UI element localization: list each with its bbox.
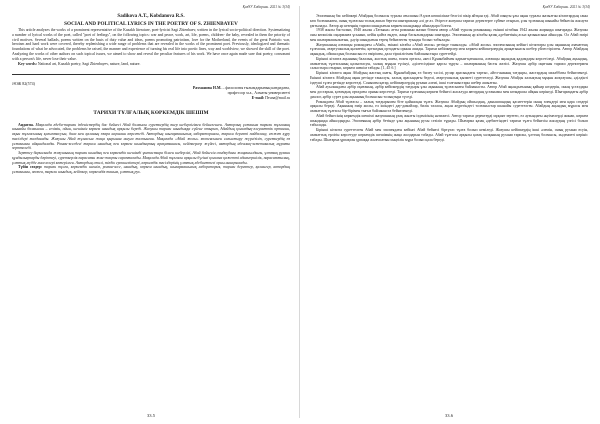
affiliation-author: Рахманова Н.М. [192,86,222,91]
article-title-kz: ТАРИХИ ТҰЛҒАЛЫҚ КӨРКЕМДІК ШЕШІМ [93,109,209,116]
email-label: E-mail: [251,95,265,100]
body-paragraph: Абай бейнесінің көркемдік шешімі жазушының ұзақ жылғы ізденісінің нәтижесі. Автор тарихи деректерді мұқият зерттеп, ел аузындағы әңгімелерді жинап, көркем шындыққа айналдырды. Эпопеяның әрбір бетінде ұлы ақынның рухы сезіліп тұрады. Шығарма қазақ әдебиетіндегі тарихи тұлға бейнесін жасаудың үлгісі болып табылады. [310,113,588,128]
page-number-right: 33.6 [444,413,454,418]
keywords-text: National art, Kazakh poetry, Sagi Zhienbayev, nature, land, nature. [37,62,141,67]
article-title-en: SOCIAL AND POLITICAL LYRICS IN THE POETRY OF S. ZHIENBAYEV [64,21,238,27]
right-page [302,0,596,424]
body-paragraph: Абай ауылындағы әрбір оқиғаның, әрбір кейіпкердің тағдыры ұлы ақынның тұлғасымен байланысты. Автор Абай ақындығының қайнар көздерін, оның ұстаздары мен достарын, қоғамдық ортадағы орнын көрсетеді. Тарихи тұлғаның көркем бейнесі жасалуда автордың ұстанымы мен көзқарасы айқын көрінеді. Шығармадағы әрбір диалог, әрбір сурет ұлы ақынның болмысын толықтыра түседі. [310,85,588,99]
body-paragraph: Эпопеяның бас кейіпкері Абайдың болмысы туралы ағылшын Ә.ұзов көпшілікке белгілі пікір айтқан еді. Абай сияқты ұлы ақын туралы жазылған кітаптардың саны көп болғанымен, оның тұлғасын толық ашып берген шығармалар әлі де аз. Әсіресе жазушы тарихи деректерге сүйене отырып, ұлы тұлғаның шынайы бейнесін жасауға ұмтылады. Автор әр кезеңнің тарихи шындығын көркем шындыққа айналдыра білген. [310,14,588,28]
kz-keywords-label: Түйін сөздер: [18,165,43,170]
annotation-kz-p2: Зерттеу барысында жазушының тарихи шындық пен көркемдік шешімді ұштастыра білген шеберлігі, Абай бейнесін сомдаудағы жаңашылдығы, ұлттық рухани құндылықтарды дәріптеуі, суреткерлік парасаты жан-жақты сарапталады. Мақалада Абай тұлғасы арқылы бүгінгі қоғамға қажетті адамгершілік, парасаттылық, ұлттық мүдде мәселелері көтерілген. Автордың стилі, тілдік ерекшеліктері, көркемдік тәсілдерінің ұлттық әдебиеттегі орны анықталады. [12,151,290,165]
udk-code: ӘОЖ 82(574) [12,81,35,87]
body-paragraph: 1938 жылы басталып, 1940 жылы «Татьяна» атты романын жазып біткен автор «Абай туралы романның» екінші кітабын 1942 жылы жарыққа шығарады. Жазушы оны көпшілік оқырманға ұсынып, кейін қайта өңдеп, жаңа басылымдарын шығарды. Эпопеяның әр кітабы қазақ әдебиетінің асыл қазынасына айналды. Ол Абай өмірі мен шығармашылығын, дәуір шындығын терең бейнелеген туынды болып табылады. [310,28,588,42]
abstract-en: This article analyzes the works of a prominent representative of the Kazakh literature, poet-lyricist Sagi Zhienbaev, written in the lyrical socio-political direction. Systematizing a number of lyrical works of the poet, called "poet of feelings", on the following topics: war and peace, work, art, life, poems, children- the baby, revealed in them the priority of civil motives. Several ballads, poems written on the basis of duty value and ideas, poems promoting patriotism, love for the Motherland, the events of the great Patriotic war, heroism and hard work were covered, thereby replenishing a wide range of problems that are revealed in the works of the prominent poet. Previously, ideologized and thematic foundations of what he advocated, the problems he raised, the manner and experience of turning his real life into poetic lines, way and worldview, we showed the skill of the poet. Analyzing the works of other authors on such topical issues, we aimed to show and reveal the peculiar features of his work. We have once again made sure that poetry, consonant with a person's life, never lose their value. [12,28,290,61]
email-address: Птuna@mail.ru [265,95,290,100]
annotation-label: Аңдатпа. [18,122,34,127]
affiliation-position: профессор м.а., Алматы университеті [227,91,290,95]
page-number-left: 33.5 [146,413,156,418]
running-head-right: ҚазҰУ Хабаршы. 2021 № 3(34) [542,5,590,9]
annotation-text: Мақалада әдеби-тарихи ізденістердің бас бейнесі Абай болмысы суреткердің өнер шеберлігімен бейнеленген. Авторлық ұстаным тарихи тұлғаның шынайы болмысын – сезімін, ойын, шешімін көркем шындық арқылы береді. Жазушы тарихи шындыққа сүйене отырып, Абайдың қоғамдық-әлеуметтік ортасын, ақын тұлғасының қалыптасуын, дала мен қаланың өзара ықпалын көрсетеді. Автордың шығармашылық лабораториясы, тарихи деректі пайдалану, сюжет құру тәсілдері талданады. Жазушы Абай тұлғасын жаңа қырынан ашуға талпынған. Мақалада «Абай жолы» эпопеясымен салыстыру жүргізіліп, суреткердің өз ұстанымы айқындалады. Роман-эсседегі тарихи шындық пен көркем шындықтың арақатынасы, кейіпкерлер жүйесі, автордың идеялық-эстетикалық мұраты зерттеледі. [12,122,290,151]
keywords-kz [12,165,290,175]
left-page-content [12,14,290,175]
running-head: ҚазҰУ Хабаршы. 2021 № 3(34) [242,5,290,9]
right-page-content [310,14,588,142]
left-page [4,0,298,424]
annotation-kz [12,123,290,152]
keywords-label: Key words: [18,62,37,67]
author-affiliation [12,86,290,100]
kz-keywords-text: тарихи тұлға, көркемдік шешім, роман-эссе, шындық, көркем шындық, шығармашылық лаборатория, тарихи деректер, қаламгер, автордың ұстанымы, эпопея, тарихи шындық, кейіпкер, көркемдік таным, ұлттық рух. [12,165,290,175]
article-authors: Sadikova A.T., Kobdanova R.S. [117,14,185,19]
page-gutter [299,6,300,418]
keywords-en [12,62,290,67]
affiliation-degree: – филология ғылымдарының кандидаты, [222,86,290,91]
body-paragraph: Бірінші кітапта суреттелген Абай мен эпопеядағы кейінгі Абай бейнесі біртұтас тұлға болып кеміледі. Жазушы кейіпкердің ішкі әлемін, оның рухани өсуін, азаматтық ерлігін көрсетуде көркемдік шешімнің жаңа жолдарын табады. Абай тұлғасы арқылы қазақ халқының рухани тарихы, ұлттық болмысы, мәдениеті көрініс табады. Шығарма ұрпақтан ұрпаққа жалғасатын мәңгілік мұра болып қала береді. [310,128,588,142]
section-divider [12,74,290,75]
body-paragraph: Бірінші кітапта ақын Абайдың жастық шағы, Құнанбайдың ел билеу тәсілі, рулар арасындағы тартыс, әйел-ананың тағдыры, жастардың махаббаты бейнеленеді. Екінші кітапта Абайдың ақын ретінде танылуы, халық арасындағы беделі, ағартушылық қызметі суреттеледі. Жазушы Абайды халықтың мұңын жоқтаушы, әділдікті іздеуші тұлға ретінде көрсетеді. Сонымен қатар, кейіпкерлердің рухани әлемі, ішкі толғаныстары шебер ашылған. [310,71,588,85]
body-paragraph: Жазушының алғашқы романдағы «Абай», екінші кітабы «Абай ағасы» ретінде танылады. «Абай жолы» эпопеясының кейінгі кітаптары ұлы ақынның азаматтық тұлғасын, ағартушылық қызметін, қоғамдық ортадағы орнын ашады. Тарихи кейіпкерлер мен көркем кейіпкерлердің арақатынасы шебер үйлестірілген. Автор Абайдың ақындық, ойшылдық болмысын ел өмірімен, дала тіршілігімен байланыстыра суреттейді. [310,42,588,56]
body-paragraph: Бірінші кітапта ақынның балалық, жастық шағы, өскен ортасы, әкесі Құнанбаймен қарым-қатынасы, алғашқы ақындық қадамдары көрсетіледі. Абайдың ақындық, азаматтық тұлғасының қалыптасуы, халық мұңын түсінуі, әділетсіздікке қарсы тұруы – шығарманың басты желісі. Жазушы әрбір оқиғаны тарихи деректермен салыстыра отырып, көркем шешім табады. [1, 45 б.] [310,56,588,71]
body-paragraph: Романдағы Абай тұлғасы – халық тағдырымен біте қайнасқан тұлға. Жазушы Абайдың ойшылдық, данышпандық қасиеттерін оның өлеңдері мен қара сөздері арқылы береді. Ақынның өмір жолы, ел ішіндегі дау-дамайлар, билік таласы, ақын жүрегіндегі толғаныстар шынайы суреттелген. Абайдың ақындық мұрасы мен азаматтық тұлғасы бір-бірімен тығыз байланыста бейнеленеді. [310,99,588,113]
